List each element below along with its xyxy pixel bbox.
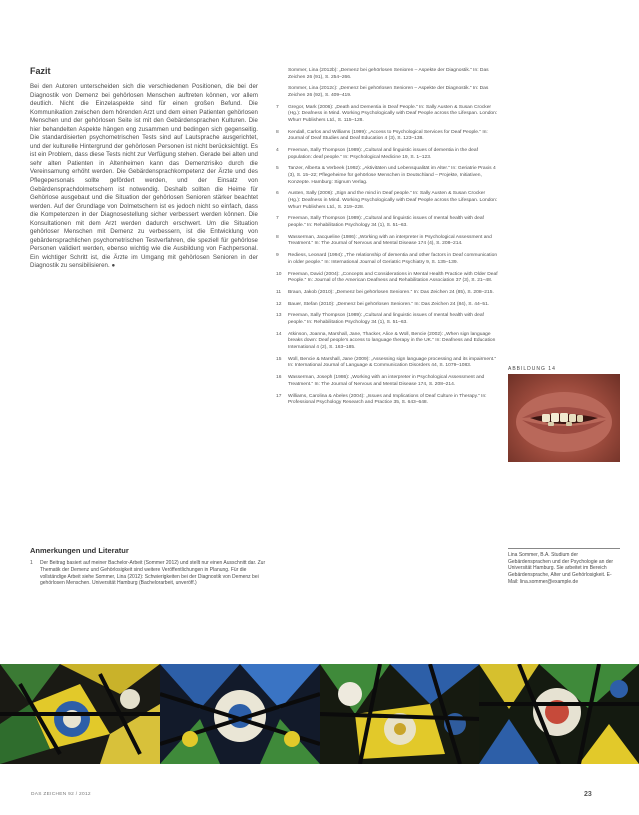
reference-item [276, 86, 498, 99]
reference-number: 15 [276, 356, 282, 362]
reference-number: 16 [276, 375, 282, 381]
reference-number: 4 [276, 148, 279, 154]
reference-number: 10 [276, 271, 282, 277]
reference-number: 8 [276, 129, 279, 135]
reference-item [276, 148, 498, 161]
notes-section [30, 546, 266, 587]
reference-number: 8 [276, 234, 279, 240]
reference-item [276, 313, 498, 326]
reference-number: 5 [276, 166, 279, 172]
reference-number [276, 86, 288, 99]
note-number: 1 [30, 560, 33, 566]
reference-item [276, 68, 498, 81]
reference-item [276, 166, 498, 186]
reference-text: Sommer, Lina (2012b): „Demenz bei gehörlosen Senioren – Aspekte der Diagnostik.“ In: Das Zeichen 26 (91), S. 254–266. [288, 68, 489, 80]
reference-text: Kendall, Carlos and Williams (1999): „Access to Psychological Services for Deaf People.“ In: Journal of Deaf Studies and Deaf Education 4 (3), S. 123–138. [288, 129, 488, 142]
reference-number: 7 [276, 104, 279, 110]
reference-item [276, 394, 498, 407]
reference-text: Williams, Carolina & Abeles (2004): „Issues and Implications of Deaf Culture in Therapy.“ In: Professional Psychology Research and Practice 35, S. 643–648. [288, 393, 487, 406]
pattern-tile-3 [320, 664, 480, 764]
reference-number [276, 68, 288, 81]
reference-text: Bauer, Stefan (2010): „Demenz bei gehörlosen Senioren.“ In: Das Zeichen 24 (84), S. 44–51. [288, 301, 490, 307]
references-column [276, 68, 498, 412]
decorative-image-strip [0, 664, 639, 764]
pattern-tile-1 [0, 664, 160, 764]
page-number: 23 [584, 791, 592, 798]
author-bio: Lina Sommer, B.A. Studium der Gebärdensprachen und der Psychologie an der Universität Hamburg. Sie arbeitet im Bereich Gebärdensprache, Alter und Gehörlosigkeit. E-Mail: lina.sommer@example.de [508, 552, 614, 585]
figure-label: ABBILDUNG 14 [508, 366, 556, 372]
reference-number: 12 [276, 301, 282, 307]
reference-number: 7 [276, 216, 279, 222]
reference-item [276, 375, 498, 388]
reference-number: 11 [276, 289, 282, 295]
reference-text: Sommer, Lina (2012c): „Demenz bei gehörlosen Senioren – Aspekte der Diagnostik.“ In: Das Zeichen 26 (92), S. 409–419. [288, 86, 489, 98]
kaleidoscope-pattern-2 [160, 664, 320, 764]
pattern-tile-4 [479, 664, 639, 764]
fazit-body: Bei den Autoren unterscheiden sich die verschiedenen Positionen, die bei der Diagnostik von Demenz bei gehörlosen Menschen auftreten können, vor allem deutlich. Nicht die Einzelaspekte sind für einen großen Befund. Die Kommunikation zwischen dem hörenden Arzt und dem einen Patienten gehörlosen Menschen und der gehörlosen Seite ist mit den Gebärdensprachen Kulturen. Die hier behandelten Aspekte hängen eng zusammen und bedingen sich gegenseitig. Die standardisierten psychometrischen Tests sind auf Lautsprache ausgerichtet, und der kulturelle Hintergrund der gehörlosen Personen ist nicht berücksichtigt. Es ist ein Problem, dass diese Tests nicht zur Verfügung stehen. Gerade bei alten und sehr alten Patienten in Altenheimen kann das Demenzrisiko durch die Vereinsamung erhöht werden. Die Gebärdensprachkompetenz der Ärzte und des Pflegepersonals sollte gefördert werden, und der Einsatz von Gebärdensprachdolmetschern ist notwendig. Deshalb sollten die Heime für Gehörlose ausgebaut und die Situation der gehörlosen Senioren stärker beachtet werden. Auf der Grundlage von Dolmetschern ist es jedoch nicht so einfach, dass die Kompetenzen in der Diagnosestellung sicher verbessert werden können. Die Konsultationen mit dem Arzt werden dadurch erschwert. Um die Situation gehörloser Menschen mit Demenz zu verbessern, ist die Entwicklung von gebärdensprachlichen psychometrischen Testverfahren, die speziell für gehörlose Personen validiert werden, ebenso wichtig wie die Ausbildung von Fachpersonal. Ein wichtiger Schritt ist, die Ärzte im Umgang mit gehörlosen Senioren in der Diagnostik zu sensibilisieren. ● [30, 83, 258, 270]
fazit-section [30, 66, 258, 271]
mouth-illustration [508, 374, 620, 462]
reference-number: 13 [276, 313, 282, 319]
notes-heading: Anmerkungen und Literatur [30, 546, 129, 555]
fazit-heading: Fazit [30, 66, 51, 76]
reference-item [276, 130, 498, 143]
kaleidoscope-pattern-3 [320, 664, 480, 764]
pattern-tile-2 [160, 664, 320, 764]
author-box [508, 548, 620, 586]
note-item [30, 560, 266, 587]
reference-item [276, 290, 498, 297]
reference-number: 9 [276, 253, 279, 259]
reference-text: Austen, Sally (2006): „Sign and the mind in Deaf people.“ In: Sally Austen & Susan Crocker (Hg.): Deafness in Mind. Working Psychologically with Deaf People across the Lifespan. London: Whurr Publishers Ltd., S. 219–228. [288, 191, 498, 210]
reference-number: 6 [276, 191, 279, 197]
reference-text: Woll, Bencie & Marshall, Jane (2009): „Assessing sign language processing and its impairment.“ In: International Journal of Language & Communication Disorders 44, S. 1079–1083. [288, 356, 497, 369]
reference-item [276, 191, 498, 211]
kaleidoscope-pattern-1 [0, 664, 160, 764]
reference-item [276, 332, 498, 352]
reference-text: Freeman, Sally Thompson (1989): „Cultural and linguistic issues of mental health with deaf people.“ In: Rehabilitation Psychology 34 (1), S. 51–63. [288, 216, 484, 228]
reference-item [276, 253, 498, 266]
reference-text: Freeman, Sally Thompson (1989): „Cultural and linguistic issues of mental health with deaf people.“ In: Rehabilitation Psychology 34 (1), S. 51–63. [288, 313, 484, 326]
reference-text: Rediess, Leonard (1994): „The relationship of dementia and other factors in Deaf communication in older people.“ In: International Journal of Geriatric Psychiatry 9, S. 135–139. [288, 253, 498, 265]
reference-text: Atkinson, Joanna, Marshall, Jane, Thacker, Alice & Woll, Bencie (2002): „When sign language breaks down: Deaf people’s access to language therapy in the UK.“ In: Deafness and Education International 4 (2), S. 163–185. [288, 331, 496, 351]
reference-text: Gregor, Mark (2006): „Death and Dementia in Deaf People.“ In: Sally Austen & Susan Crocker (Hg.): Deafness in Mind. Working Psychologically with Deaf People across the Lifespan. London: Whurr Publishers Ltd., S. 115–128. [288, 104, 498, 123]
reference-text: Freeman, David (2004): „Concepts and Considerations in Mental Health Practice with Older Deaf People.“ In: Journal of the American Deafness and Rehabilitation Association 37 (3), S. 21–48. [288, 271, 498, 284]
reference-item [276, 235, 498, 248]
reference-number: 17 [276, 393, 282, 399]
mouth-photo [508, 374, 620, 462]
reference-text: Wasserman, Joseph (1986): „Working with an interpreter in Psychological Assessment and Treatment.“ In: The Journal of Nervous and Mental Disease 174, S. 208–214. [288, 375, 485, 387]
reference-item [276, 272, 498, 285]
reference-text: Wasserman, Jacqueline (1986): „Working with an interpreter in Psychological Assessment and Treatment.“ In: The Journal of Nervous and Mental Disease 174 (4), S. 208–214. [288, 234, 492, 247]
kaleidoscope-pattern-4 [479, 664, 639, 764]
note-text: Der Beitrag basiert auf meiner Bachelor-Arbeit (Sommer 2012) und stellt nur einen Ausschnitt dar. Zur Thematik der Demenz und Gehörlosigkeit sind weitere Veröffentlichungen in Planung. Für die vollständige Arbeit siehe Sommer, Lina (2012): Schwierigkeiten bei der Diagnostik von Demenz bei gehörlosen Menschen. Universität Hamburg (Bachelorarbeit, unveröff.) [40, 560, 266, 587]
reference-text: Freeman, Sally Thompson (1989): „Cultural and linguistic issues of dementia in the deaf population: deaf people.“ In: Psychological Medicine 19, S. 1–123. [288, 148, 478, 160]
reference-item [276, 105, 498, 125]
figure-14 [508, 366, 620, 462]
reference-item [276, 216, 498, 229]
reference-text: Tanzer, Alberta & Verbeek (1992): „Aktivitäten und Lebensqualität im Alter.“ In: Geriatrie Praxis 4 (3), S. 15–22; Pflegeheime für gehörlose Menschen in Deutschland – Projekte, Initiativen, Konzepte. Hamburg: Signum Verlag. [288, 166, 496, 185]
author-divider [508, 548, 620, 549]
reference-text: Braun, Jakob (2010): „Demenz bei gehörlosen Senioren.“ In: Das Zeichen 24 (85), S. 208–215. [288, 289, 494, 295]
reference-number: 14 [276, 331, 282, 337]
reference-item [276, 357, 498, 370]
footer-issue: DAS ZEICHEN 92 / 2012 [31, 792, 91, 797]
reference-item [276, 302, 498, 309]
